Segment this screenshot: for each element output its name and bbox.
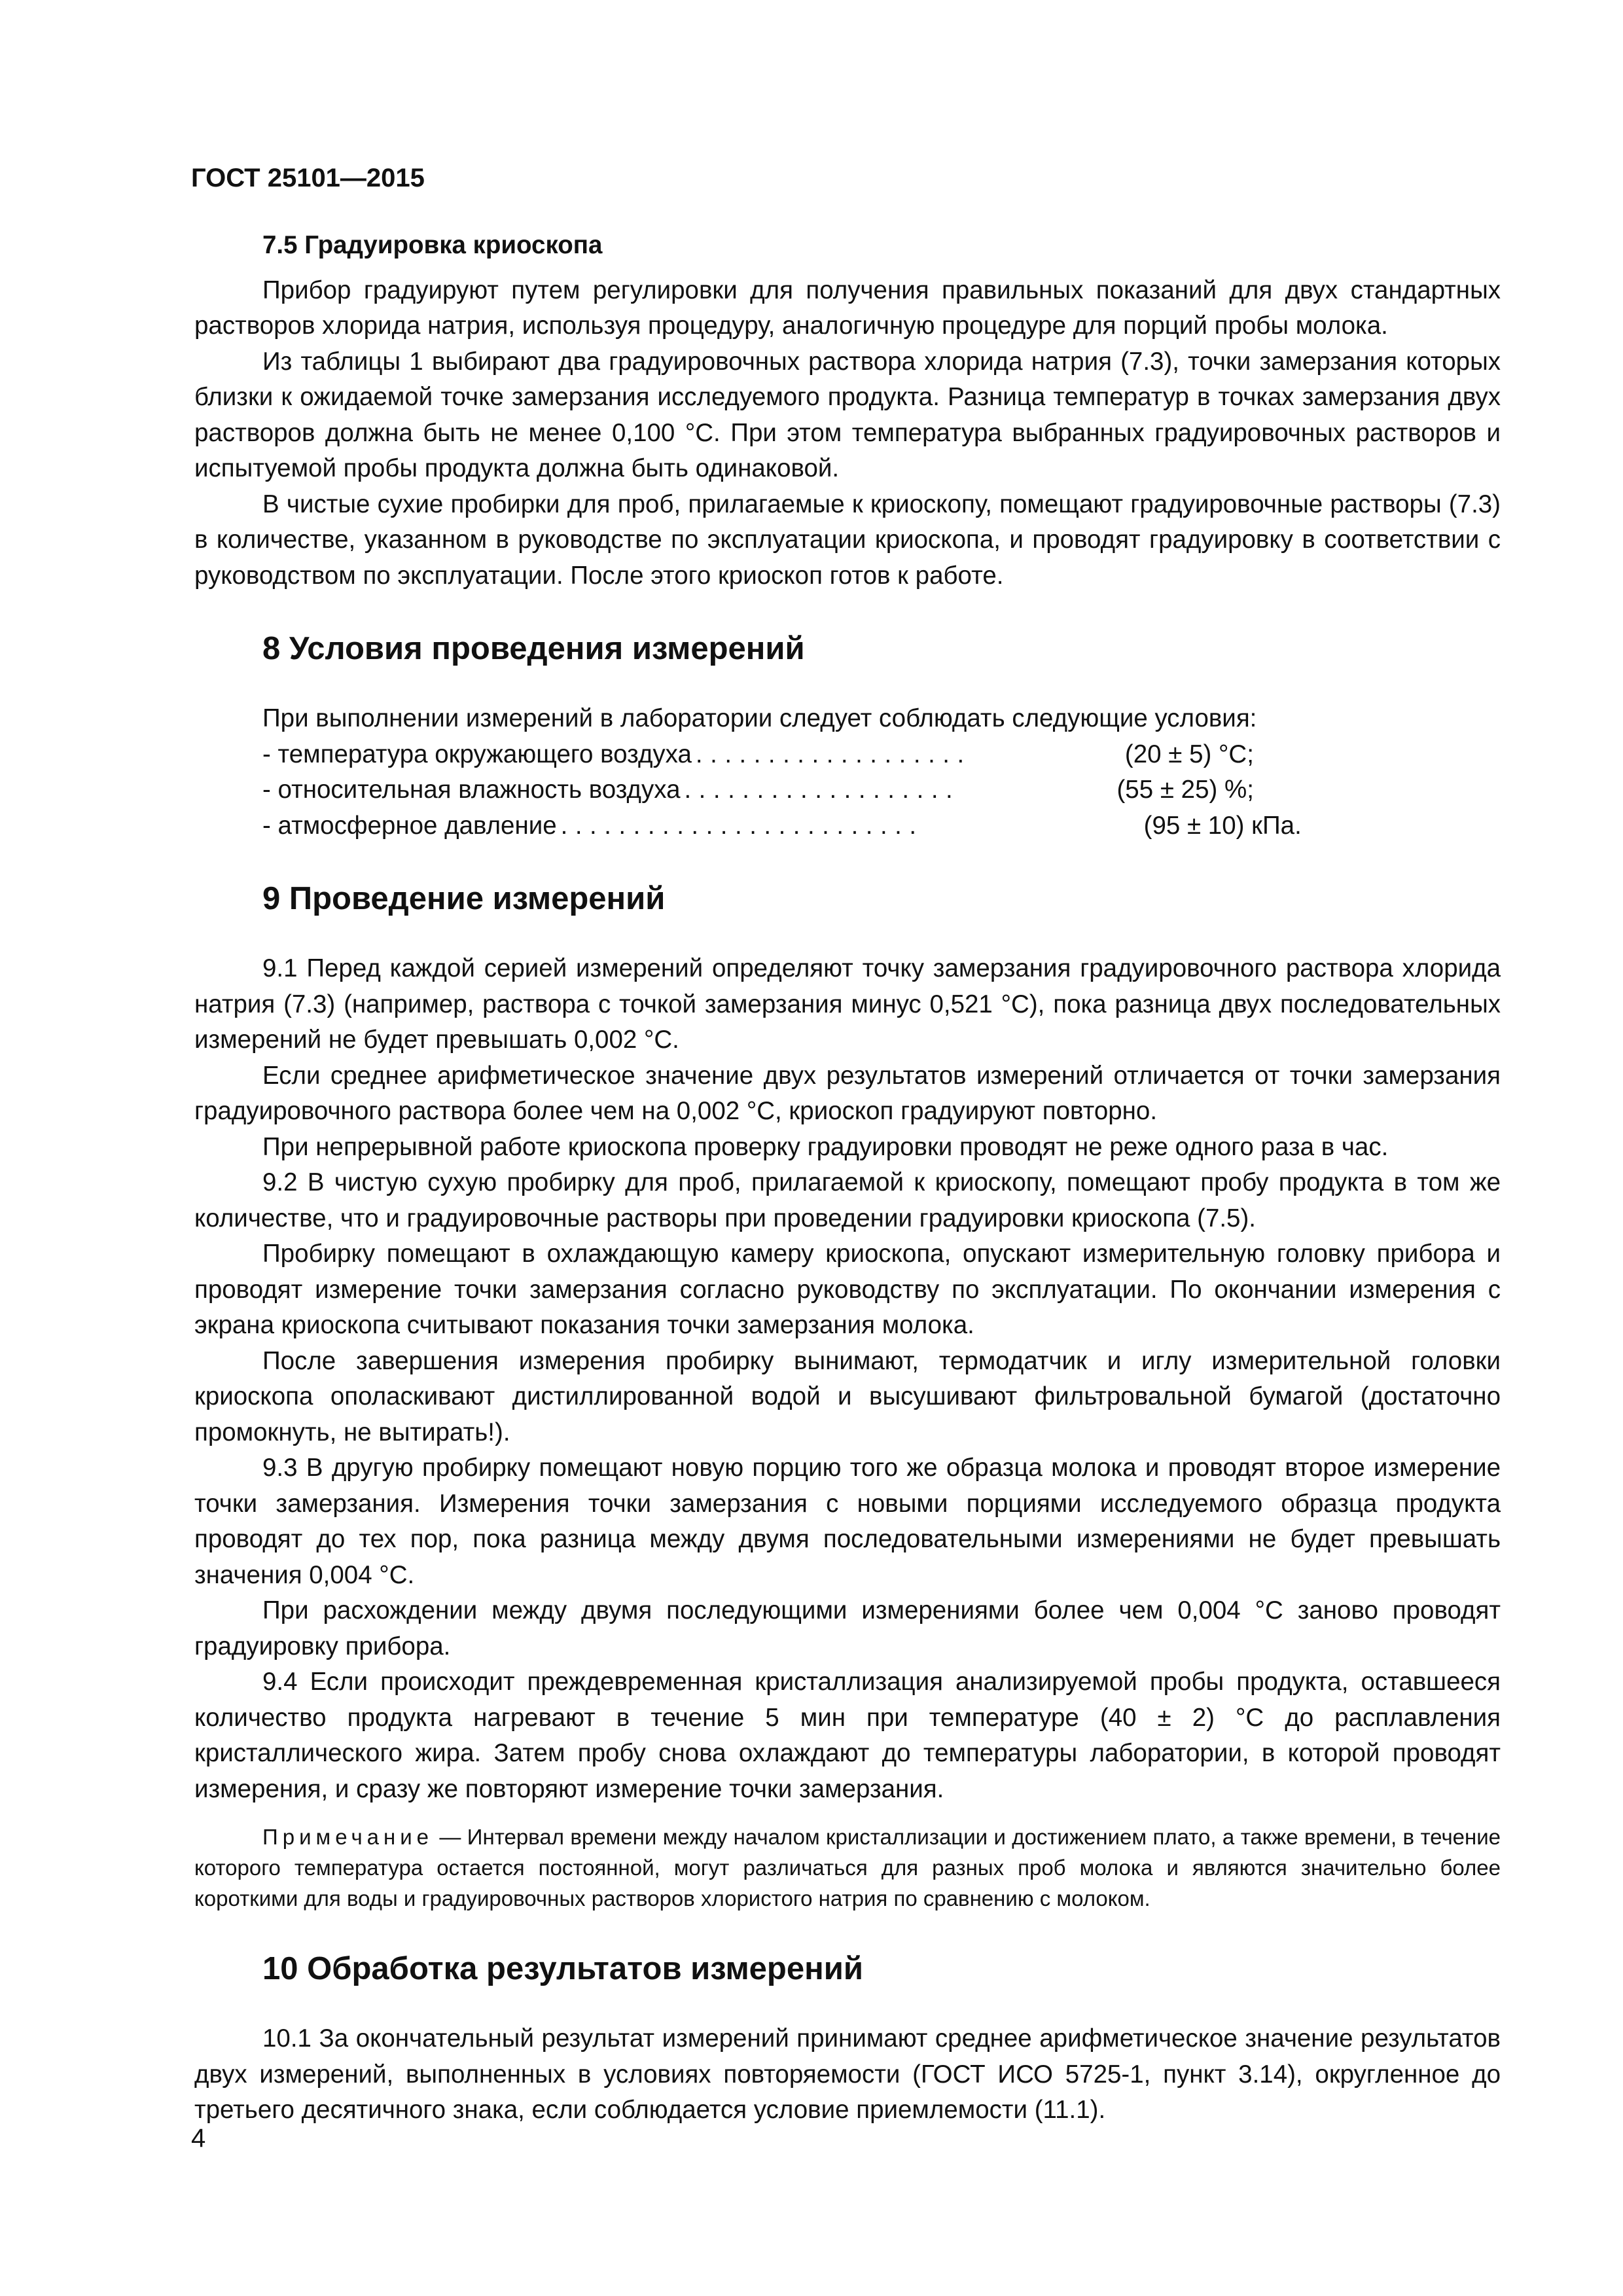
paragraph: Пробирку помещают в охлаждающую камеру криоскопа, опускают измерительную головку прибора и проводят измерение точки замерзания согласно руководству по эксплуатации. По окончании измерения с экрана криоскопа считывают показания точки замерзания молока. bbox=[194, 1240, 1501, 1339]
paragraph: Прибор градуируют путем регулировки для получения правильных показаний для двух стандартных растворов хлорида натрия, используя процедуру, аналогичную процедуре для порций пробы молока. bbox=[194, 276, 1501, 340]
condition-value: (55 ± 25) %; bbox=[1116, 776, 1254, 804]
paragraph: В чистые сухие пробирки для проб, прилагаемые к криоскопу, помещают градуировочные растворы (7.3) в количестве, указанном в руководстве по эксплуатации криоскопа, и проводят градуировку в соответствии с руководством по эксплуатации. После этого криоскоп готов к работе. bbox=[194, 490, 1501, 590]
paragraph: Если среднее арифметическое значение двух результатов измерений отличается от точки замерзания градуировочного раствора более чем на 0,002 °С, криоскоп градуируют повторно. bbox=[194, 1061, 1501, 1125]
section-7-5-title: 7.5 Градуировка криоскопа bbox=[262, 231, 603, 259]
conditions-list bbox=[194, 737, 1501, 844]
condition-row bbox=[194, 808, 1500, 844]
condition-value: (95 ± 10) кПа. bbox=[1143, 811, 1302, 840]
paragraph: После завершения измерения пробирку вынимают, термодатчик и иглу измерительной головки криоскопа ополаскивают дистиллированной водой и высушивают фильтровальной бумагой (достаточно промокнуть, не вытирать!). bbox=[194, 1346, 1501, 1446]
condition-label: - атмосферное давление bbox=[262, 811, 557, 840]
paragraph: 10.1 За окончательный результат измерений принимают среднее арифметическое значение результатов двух измерений, выполненных в условиях повторяемости (ГОСТ ИСО 5725-1, пункт 3.14), округленное до третьего десятичного знака, если соблюдается условие приемлемости (11.1). bbox=[194, 2024, 1501, 2124]
note-text: — Интервал времени между началом кристаллизации и достижением плато, а также времени, в течение которого температура остается постоянной, могут различаться для разных проб молока и являются значительно более короткими для воды и градуировочных растворов хлористого натрия по сравнению с молоком. bbox=[194, 1825, 1501, 1910]
condition-value: (20 ± 5) °С; bbox=[1124, 740, 1254, 768]
dot-leader: ................... bbox=[695, 740, 972, 768]
paragraph: 9.2 В чистую сухую пробирку для проб, прилагаемой к криоскопу, помещают пробу продукта в том же количестве, что и градуировочные растворы при проведении градуировки криоскопа (7.5). bbox=[194, 1168, 1501, 1232]
paragraph: 9.3 В другую пробирку помещают новую порцию того же образца молока и проводят второе измерение точки замерзания. Измерения точки замерзания с новыми порциями исследуемого образца продукта проводят до тех пор, пока разница между двумя последовательными измерениями не будет превышать значения 0,004 °С. bbox=[194, 1454, 1501, 1589]
page-number: 4 bbox=[191, 2124, 206, 2153]
condition-row bbox=[194, 737, 1500, 773]
page-content bbox=[194, 228, 1501, 2128]
dot-leader: ......................... bbox=[560, 811, 924, 840]
paragraph: 9.4 Если происходит преждевременная кристаллизация анализируемой пробы продукта, оставшееся количество продукта нагревают в течение 5 мин при температуре (40 ± 2) °С до расплавления кристаллического жира. Затем пробу снова охлаждают до температуры лаборатории, в которой проводят измерения, и сразу же повторяют измерение точки замерзания. bbox=[194, 1668, 1501, 1803]
paragraph: При непрерывной работе криоскопа проверку градуировки проводят не реже одного раза в час. bbox=[262, 1132, 1389, 1161]
note-label: Примечание bbox=[262, 1825, 434, 1849]
document-code: ГОСТ 25101—2015 bbox=[191, 164, 425, 192]
section-9-title: 9 Проведение измерений bbox=[262, 881, 666, 916]
condition-row bbox=[194, 772, 1500, 808]
paragraph: 9.1 Перед каждой серией измерений определяют точку замерзания градуировочного раствора хлорида натрия (7.3) (например, раствора с точкой замерзания минус 0,521 °С), пока разница двух последовательных измерений не будет превышать 0,002 °С. bbox=[194, 954, 1501, 1054]
section-10-title: 10 Обработка результатов измерений bbox=[262, 1951, 863, 1986]
condition-label: - температура окружающего воздуха bbox=[262, 740, 692, 768]
note bbox=[194, 1821, 1501, 1914]
paragraph: При расхождении между двумя последующими измерениями более чем 0,004 °С заново проводят градуировку прибора. bbox=[194, 1596, 1501, 1660]
condition-label: - относительная влажность воздуха bbox=[262, 776, 681, 804]
section-8-title: 8 Условия проведения измерений bbox=[262, 631, 805, 666]
conditions-intro: При выполнении измерений в лаборатории следует соблюдать следующие условия: bbox=[262, 704, 1257, 732]
paragraph: Из таблицы 1 выбирают два градуировочных раствора хлорида натрия (7.3), точки замерзания которых близки к ожидаемой точке замерзания исследуемого продукта. Разница температур в точках замерзания двух растворов должна быть не менее 0,100 °С. При этом температура выбранных градуировочных растворов и испытуемой пробы продукта должна быть одинаковой. bbox=[194, 347, 1501, 482]
dot-leader: ................... bbox=[684, 776, 961, 804]
